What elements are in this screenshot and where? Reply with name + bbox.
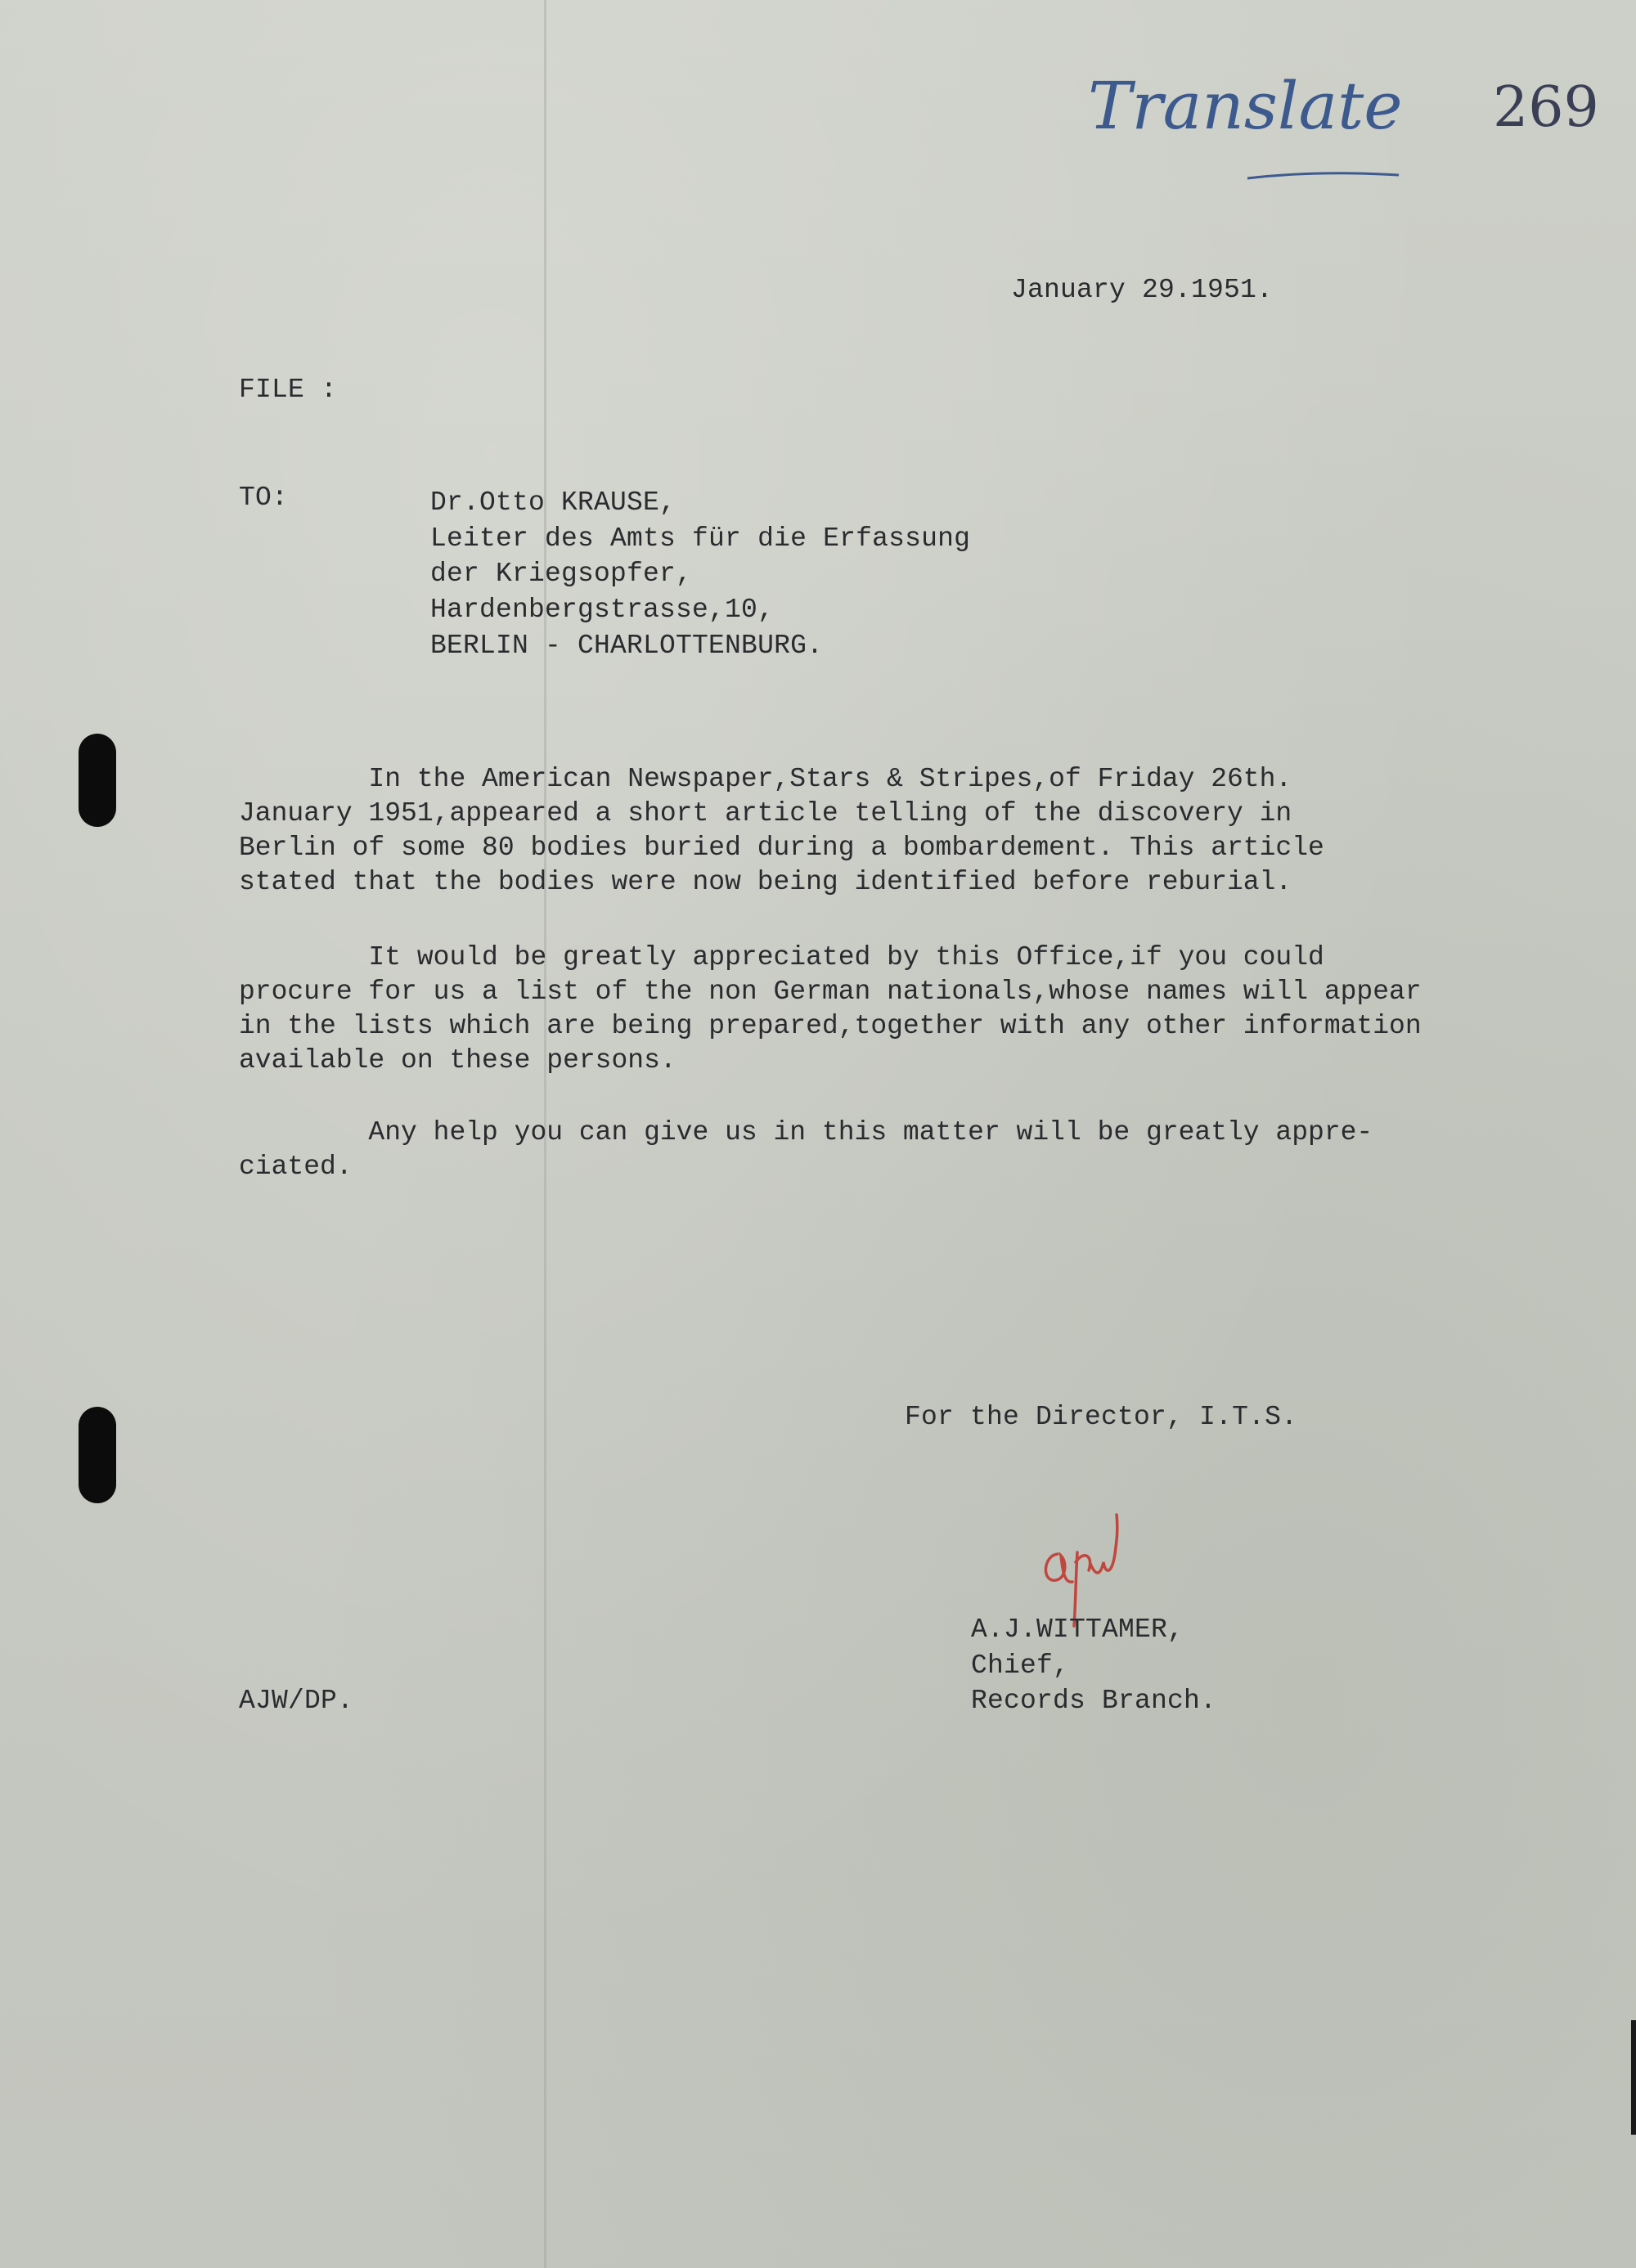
letter-date: January 29.1951. — [1011, 275, 1274, 305]
closing-line: For the Director, I.T.S. — [905, 1402, 1298, 1432]
signatory-name: A.J.WITTAMER, — [971, 1615, 1184, 1645]
handwritten-translate-note: Translate — [1088, 68, 1403, 144]
punch-hole-bottom — [79, 1407, 116, 1503]
reference-initials: AJW/DP. — [239, 1686, 354, 1716]
signatory-department: Records Branch. — [971, 1686, 1217, 1716]
page-edge-mark — [1631, 2020, 1636, 2135]
body-paragraph-1 — [239, 762, 1499, 900]
recipient-position: Leiter des Amts für die Erfassung — [430, 523, 971, 554]
paragraph-line: It would be greatly appreciated by this Office,if you could — [239, 942, 1324, 972]
paragraph-line: in the lists which are being prepared,together with any other information — [239, 1011, 1422, 1041]
handwritten-underline — [1243, 164, 1407, 188]
body-paragraph-3 — [239, 1116, 1499, 1184]
handwritten-signature — [1027, 1505, 1141, 1628]
paragraph-line: January 1951,appeared a short article telling of the discovery in — [239, 798, 1292, 829]
paragraph-line: procure for us a list of the non German nationals,whose names will appear — [239, 977, 1422, 1007]
paragraph-line: available on these persons. — [239, 1045, 676, 1076]
recipient-name: Dr.Otto KRAUSE, — [430, 487, 676, 518]
file-label: FILE : — [239, 375, 338, 405]
paragraph-line: stated that the bodies were now being identified before reburial. — [239, 867, 1292, 897]
page-number: 269 — [1493, 75, 1599, 140]
punch-hole-top — [79, 734, 116, 827]
recipient-office: der Kriegsopfer, — [430, 559, 693, 589]
to-label: TO: — [239, 483, 289, 513]
recipient-city: BERLIN - CHARLOTTENBURG. — [430, 631, 824, 661]
recipient-street: Hardenbergstrasse,10, — [430, 595, 775, 625]
signatory-title: Chief, — [971, 1650, 1070, 1681]
body-paragraph-2 — [239, 941, 1499, 1078]
paragraph-line: Any help you can give us in this matter will be greatly appre- — [239, 1117, 1373, 1147]
paragraph-line: ciated. — [239, 1152, 353, 1182]
paragraph-line: Berlin of some 80 bodies buried during a bombardement. This article — [239, 833, 1324, 863]
paragraph-line: In the American Newspaper,Stars & Stripes,of Friday 26th. — [239, 764, 1292, 794]
